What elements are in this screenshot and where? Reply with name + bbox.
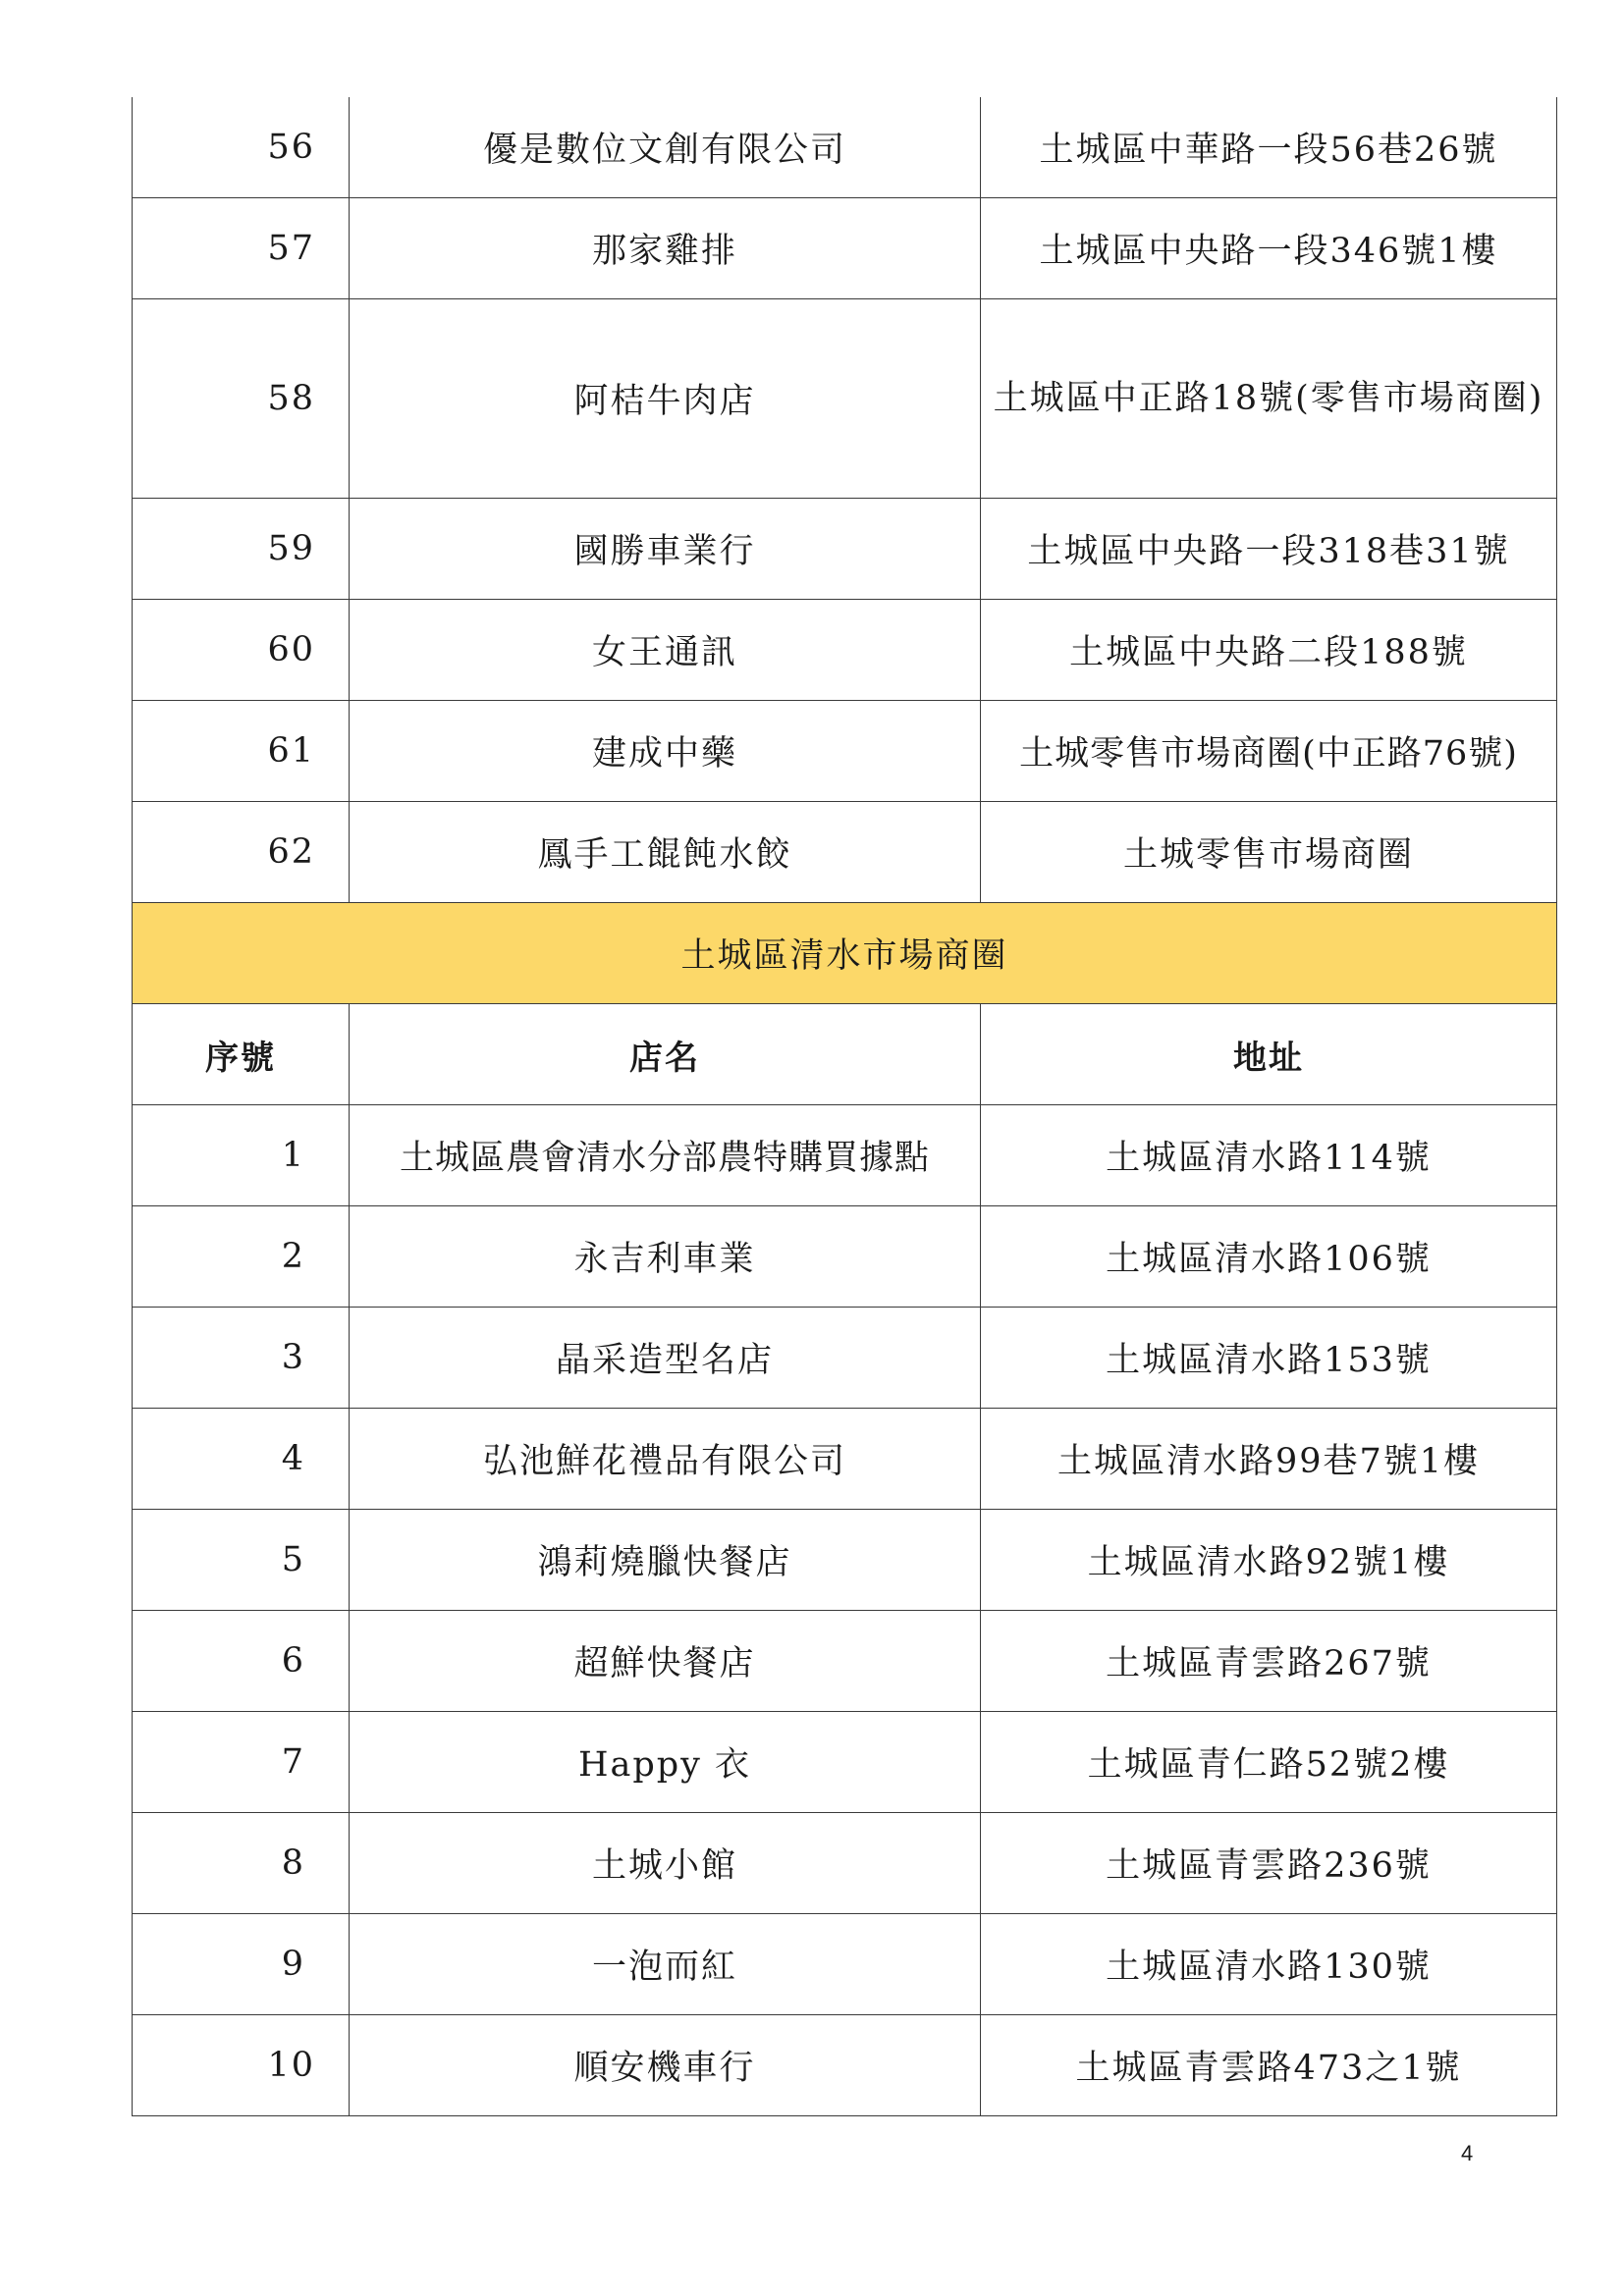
- shop-address: 土城區清水路106號: [981, 1206, 1557, 1308]
- shop-name: 土城區農會清水分部農特購買據點: [350, 1105, 981, 1206]
- shop-address: 土城區中央路二段188號: [981, 600, 1557, 701]
- shop-name: 弘池鮮花禮品有限公司: [350, 1409, 981, 1510]
- shop-address: 土城區青雲路473之1號: [981, 2015, 1557, 2116]
- section-header-row: [133, 903, 1557, 1004]
- shop-name: 土城小館: [350, 1813, 981, 1914]
- shop-name: 阿桔牛肉店: [350, 299, 981, 499]
- shop-name: 順安機車行: [350, 2015, 981, 2116]
- shop-address: 土城區青雲路267號: [981, 1611, 1557, 1712]
- shop-name: 鳳手工餛飩水餃: [350, 802, 981, 903]
- table-row: [133, 499, 1557, 600]
- row-number: 56: [133, 97, 350, 198]
- shop-address: 土城區清水路92號1樓: [981, 1510, 1557, 1611]
- shop-address: 土城區中正路18號(零售市場商圈): [981, 299, 1557, 499]
- row-number: 3: [133, 1308, 350, 1409]
- shop-address: 土城區青雲路236號: [981, 1813, 1557, 1914]
- row-number: 9: [133, 1914, 350, 2015]
- shop-name: 建成中藥: [350, 701, 981, 802]
- row-number: 59: [133, 499, 350, 600]
- table-row: [133, 2015, 1557, 2116]
- shop-name: 超鮮快餐店: [350, 1611, 981, 1712]
- row-number: 8: [133, 1813, 350, 1914]
- table-row: [133, 1105, 1557, 1206]
- shop-address: 土城區中央路一段318巷31號: [981, 499, 1557, 600]
- table-row: [133, 600, 1557, 701]
- row-number: 1: [133, 1105, 350, 1206]
- table-row: [133, 802, 1557, 903]
- table-row: [133, 1914, 1557, 2015]
- header-number: 序號: [133, 1004, 350, 1105]
- shop-table: [132, 97, 1557, 2116]
- shop-address: 土城區清水路130號: [981, 1914, 1557, 2015]
- row-number: 61: [133, 701, 350, 802]
- page-number: 4: [1461, 2141, 1474, 2165]
- shop-name: 國勝車業行: [350, 499, 981, 600]
- table-row: [133, 1409, 1557, 1510]
- row-number: 2: [133, 1206, 350, 1308]
- table-row: [133, 1308, 1557, 1409]
- shop-address: 土城零售市場商圈: [981, 802, 1557, 903]
- table-row: [133, 1510, 1557, 1611]
- header-name: 店名: [350, 1004, 981, 1105]
- row-number: 62: [133, 802, 350, 903]
- row-number: 58: [133, 299, 350, 499]
- row-number: 60: [133, 600, 350, 701]
- row-number: 6: [133, 1611, 350, 1712]
- table-row: [133, 1611, 1557, 1712]
- shop-address: 土城區清水路114號: [981, 1105, 1557, 1206]
- shop-address: 土城區青仁路52號2樓: [981, 1712, 1557, 1813]
- row-number: 7: [133, 1712, 350, 1813]
- shop-name: 永吉利車業: [350, 1206, 981, 1308]
- shop-address: 土城零售市場商圈(中正路76號): [981, 701, 1557, 802]
- row-number: 5: [133, 1510, 350, 1611]
- table-row: [133, 1712, 1557, 1813]
- table-row: [133, 701, 1557, 802]
- shop-name: 優是數位文創有限公司: [350, 97, 981, 198]
- row-number: 57: [133, 198, 350, 299]
- shop-name: 那家雞排: [350, 198, 981, 299]
- row-number: 10: [133, 2015, 350, 2116]
- row-number: 4: [133, 1409, 350, 1510]
- table-row: [133, 198, 1557, 299]
- column-header-row: [133, 1004, 1557, 1105]
- header-address: 地址: [981, 1004, 1557, 1105]
- shop-name: 女王通訊: [350, 600, 981, 701]
- shop-address: 土城區中央路一段346號1樓: [981, 198, 1557, 299]
- shop-name: Happy 衣: [350, 1712, 981, 1813]
- section-title: 土城區清水市場商圈: [133, 903, 1557, 1004]
- table-row: [133, 1813, 1557, 1914]
- shop-name: 一泡而紅: [350, 1914, 981, 2015]
- table-row: [133, 299, 1557, 499]
- shop-name: 鴻莉燒臘快餐店: [350, 1510, 981, 1611]
- shop-address: 土城區清水路153號: [981, 1308, 1557, 1409]
- shop-address: 土城區清水路99巷7號1樓: [981, 1409, 1557, 1510]
- table-row: [133, 1206, 1557, 1308]
- table-row: [133, 97, 1557, 198]
- shop-name: 晶采造型名店: [350, 1308, 981, 1409]
- shop-address: 土城區中華路一段56巷26號: [981, 97, 1557, 198]
